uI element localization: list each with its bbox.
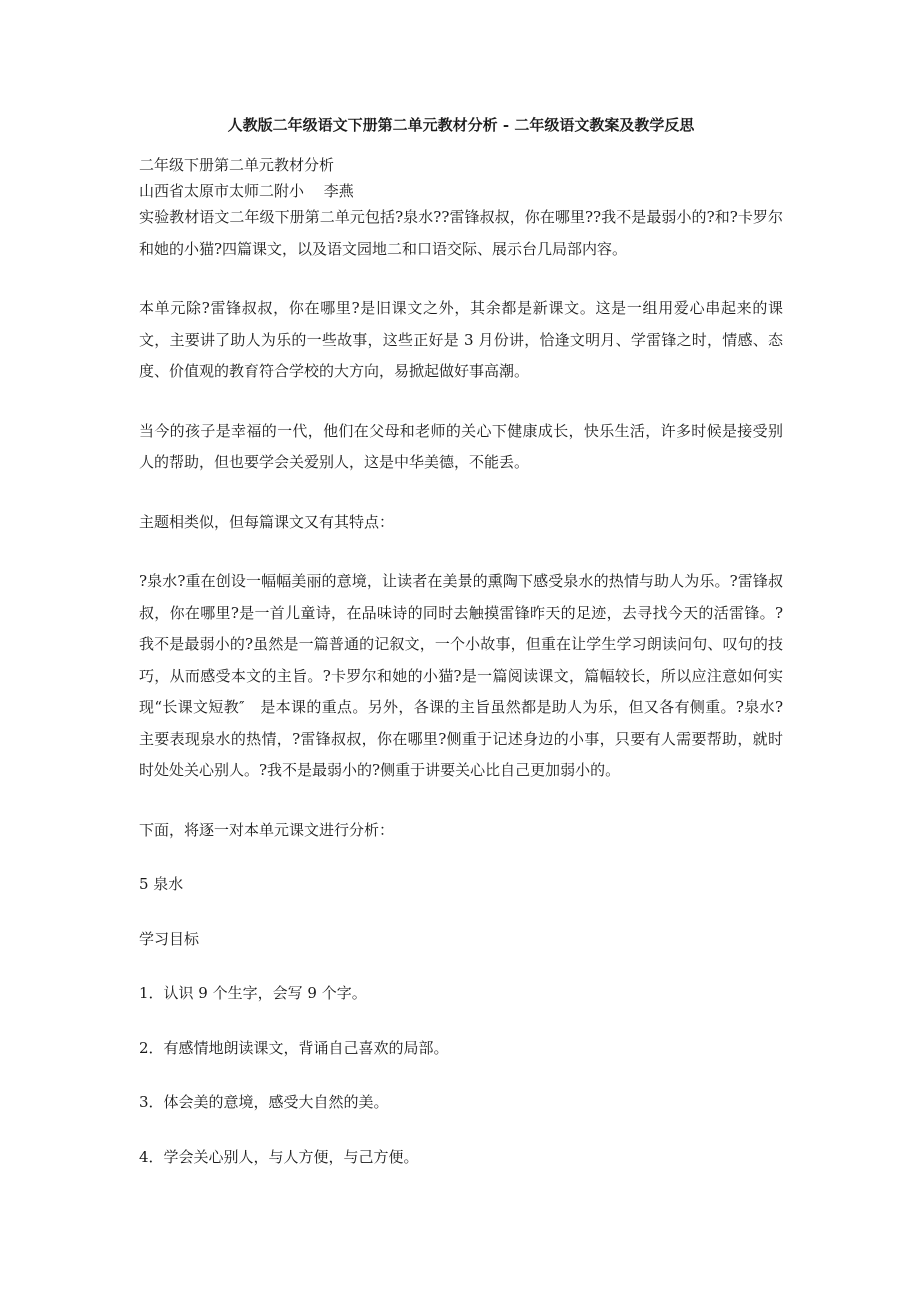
section-heading-goals: 学习目标 xyxy=(139,929,200,948)
spacer xyxy=(139,955,783,978)
paragraph-children: 当今的孩子是幸福的一代，他们在父母和老师的关心下健康成长，快乐生活，许多时候是接受别人的帮助，但也要学会关爱别人，这是中华美德，不能丢。 xyxy=(139,421,783,471)
spacer xyxy=(139,388,783,416)
goal-item: 1．认识 9 个生字，会写 9 个字。 xyxy=(139,984,367,1002)
paragraph-unit-overview: 本单元除?雷锋叔叔，你在哪里?是旧课文之外，其余都是新课文。这是一组用爱心串起来的课文，主要讲了助人为乐的一些故事，这些正好是 3 月份讲，恰逢文明月、学雷锋之时，情感、态度、价值观的教育符合学校的大方向，易掀起做好事高潮。 xyxy=(139,299,783,380)
spacer xyxy=(139,787,783,815)
spacer xyxy=(139,1010,783,1033)
spacer xyxy=(139,1119,783,1142)
spacer xyxy=(139,265,783,293)
spacer xyxy=(139,1064,783,1087)
spacer xyxy=(139,479,783,507)
document-title: 人教版二年级语文下册第二单元教材分析 - 二年级语文教案及教学反思 xyxy=(227,116,695,134)
spacer xyxy=(139,538,783,566)
goal-item: 2．有感情地朗读课文，背诵自己喜欢的局部。 xyxy=(139,1038,449,1057)
paragraph-analysis-intro: 下面，将逐一对本单元课文进行分析： xyxy=(139,820,395,839)
document-page xyxy=(139,112,783,1173)
document-subtitle: 二年级下册第二单元教材分析 xyxy=(139,156,335,174)
lesson-heading: 5 泉水 xyxy=(139,875,184,893)
author-line: 山西省太原市太师二附小 李燕 xyxy=(139,182,354,200)
paragraph-intro: 实验教材语文二年级下册第二单元包括?泉水??雷锋叔叔，你在哪里??我不是最弱小的?和?卡罗尔和她的小猫?四篇课文，以及语文园地二和口语交际、展示台几局部内容。 xyxy=(139,208,783,258)
goal-item: 3．体会美的意境，感受大自然的美。 xyxy=(139,1093,389,1111)
paragraph-features: ?泉水?重在创设一幅幅美丽的意境，让读者在美景的熏陶下感受泉水的热情与助人为乐。?雷锋叔叔，你在哪里?是一首儿童诗，在品味诗的同时去触摸雷锋昨天的足迹，去寻找今天的活雷锋。?我不是最弱小的?虽然是一篇普通的记叙文，一个小故事，但重在让学生学习朗读问句、叹句的技巧，从而感受本文的主旨。?卡罗尔和她的小猫?是一篇阅读课文，篇幅较长，所以应注意如何实现“长课文短教″ 是本课的重点。另外，各课的主旨虽然都是助人为乐，但又各有侧重。?泉水?主要表现泉水的热情，?雷锋叔叔，你在哪里?侧重于记述身边的小事，只要有人需要帮助，就时时处处关心别人。?我不是最弱小的?侧重于讲要关心比自己更加弱小的。 xyxy=(139,572,783,779)
spacer xyxy=(139,901,783,924)
spacer xyxy=(139,846,783,869)
goal-item: 4．学会关心别人，与人方便，与己方便。 xyxy=(139,1147,419,1166)
paragraph-theme: 主题相类似，但每篇课文又有其特点： xyxy=(139,512,395,531)
